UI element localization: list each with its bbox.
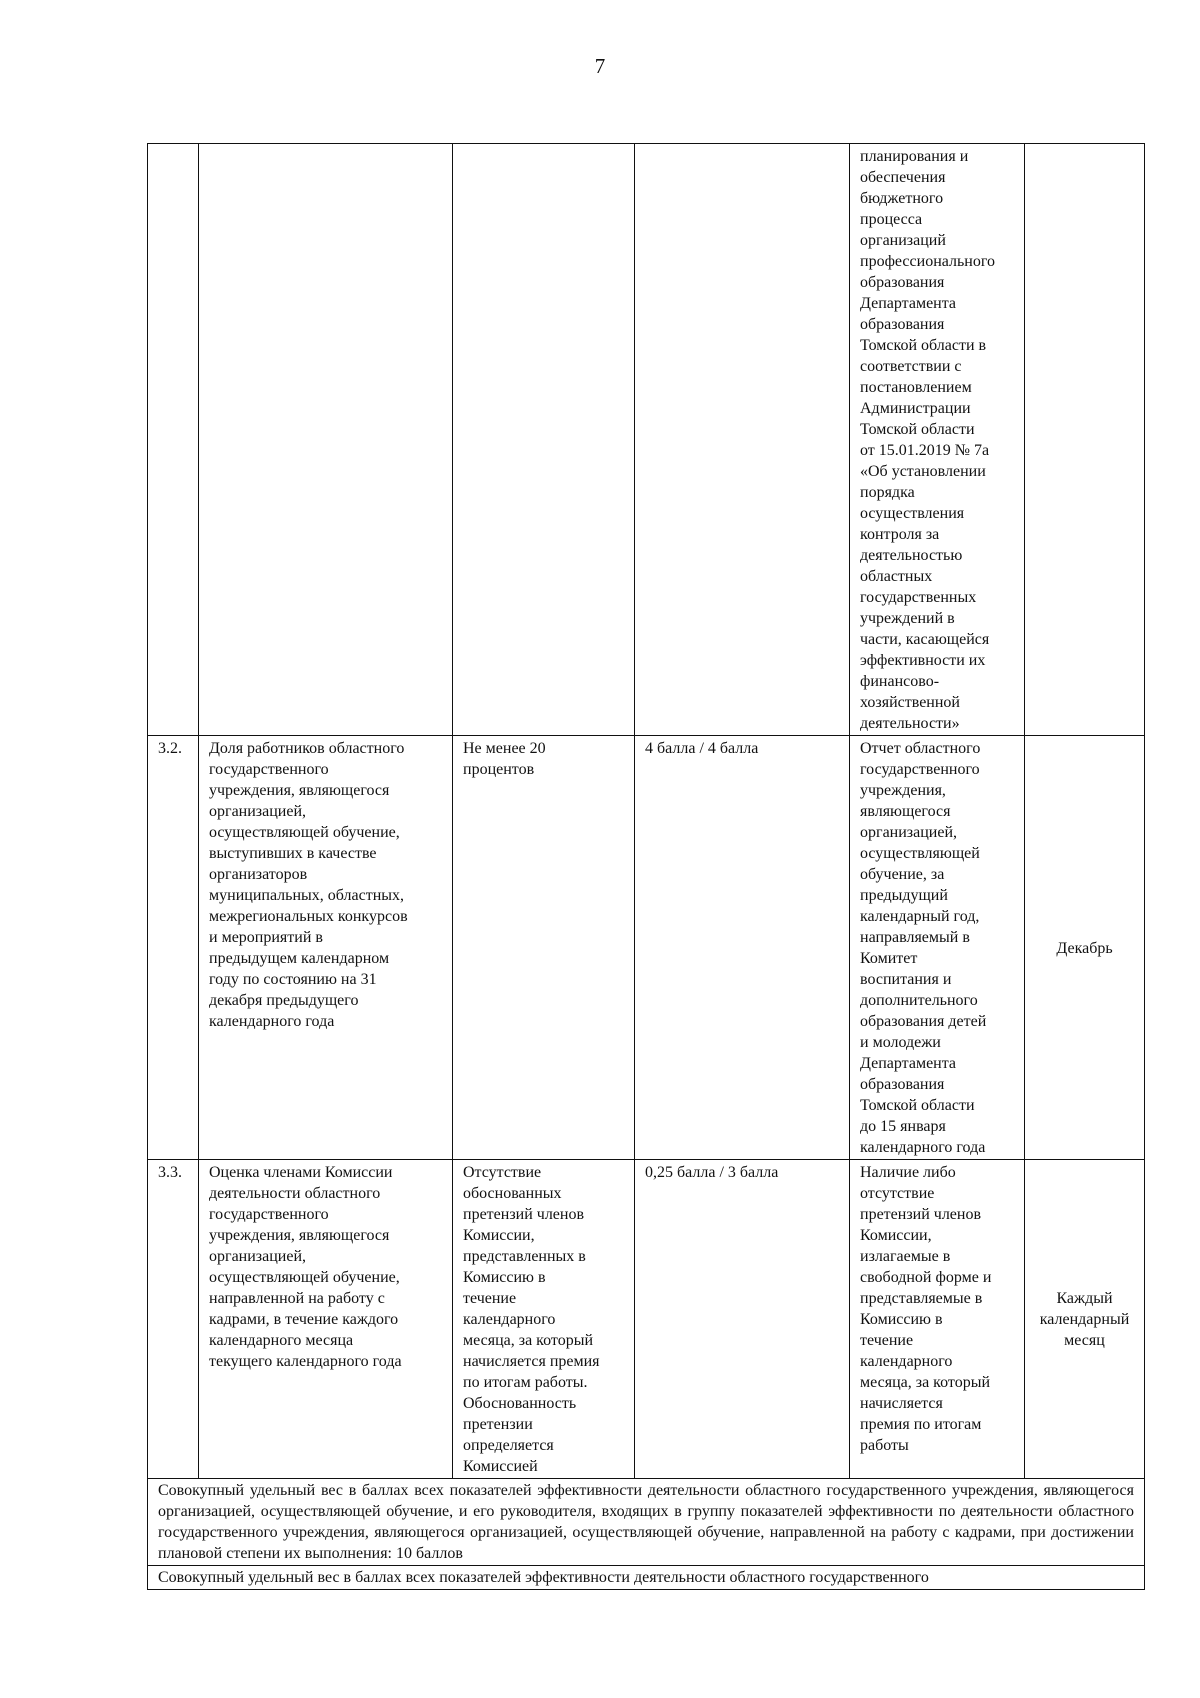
page-number: 7 (594, 54, 606, 78)
summary-cell: Совокупный удельный вес в баллах всех показателей эффективности деятельности областного государственного учреждения, являющегося организацией, осуществляющей обучение, и его руководителя, входящих в группу показателей эффективности по деятельности областного государственного учреждения, являющегося организацией, осуществляющей обучение, направленной на работу с кадрами, при достижении плановой степени их выполнения: 10 баллов (148, 1479, 1145, 1566)
table-row (148, 144, 1145, 736)
points-cell: 0,25 балла / 3 балла (635, 1160, 850, 1479)
table-row (148, 1160, 1145, 1479)
row-number-cell: 3.3. (148, 1160, 199, 1479)
summary-row (148, 1479, 1145, 1566)
points-cell: 4 балла / 4 балла (635, 736, 850, 1160)
indicator-cell (199, 144, 453, 736)
summary-cell: Совокупный удельный вес в баллах всех показателей эффективности деятельности областного государственного (148, 1566, 1145, 1590)
points-cell (635, 144, 850, 736)
period-cell (1025, 144, 1145, 736)
summary-row (148, 1566, 1145, 1590)
row-number-cell (148, 144, 199, 736)
indicator-cell: Доля работников областного государственного учреждения, являющегося организацией, осуществляющей обучение, выступивших в качестве организаторов муниципальных, областных, межрегиональных конкурсов и мероприятий в предыдущем календарном году по состоянию на 31 декабря предыдущего календарного года (199, 736, 453, 1160)
target-cell (453, 144, 635, 736)
indicators-table (147, 143, 1145, 1590)
indicator-cell: Оценка членами Комиссии деятельности областного государственного учреждения, являющегося организацией, осуществляющей обучение, направленной на работу с кадрами, в течение каждого календарного месяца текущего календарного года (199, 1160, 453, 1479)
source-cell: планирования и обеспечения бюджетного процесса организаций профессионального образования Департамента образования Томской области в соответствии с постановлением Администрации Томской области от 15.01.2019 № 7а «Об установлении порядка осуществления контроля за деятельностью областных государственных учреждений в части, касающейся эффективности их финансово- хозяйственной деятельности» (850, 144, 1025, 736)
target-cell: Не менее 20 процентов (453, 736, 635, 1160)
table-row (148, 736, 1145, 1160)
period-cell: Декабрь (1025, 736, 1145, 1160)
row-number-cell: 3.2. (148, 736, 199, 1160)
target-cell: Отсутствие обоснованных претензий членов Комиссии, представленных в Комиссию в течение календарного месяца, за который начисляется премия по итогам работы. Обоснованность претензии определяется Комиссией (453, 1160, 635, 1479)
source-cell: Наличие либо отсутствие претензий членов Комиссии, излагаемые в свободной форме и представляемые в Комиссию в течение календарного месяца, за который начисляется премия по итогам работы (850, 1160, 1025, 1479)
period-cell: Каждый календарный месяц (1025, 1160, 1145, 1479)
source-cell: Отчет областного государственного учреждения, являющегося организацией, осуществляющей обучение, за предыдущий календарный год, направляемый в Комитет воспитания и дополнительного образования детей и молодежи Департамента образования Томской области до 15 января календарного года (850, 736, 1025, 1160)
